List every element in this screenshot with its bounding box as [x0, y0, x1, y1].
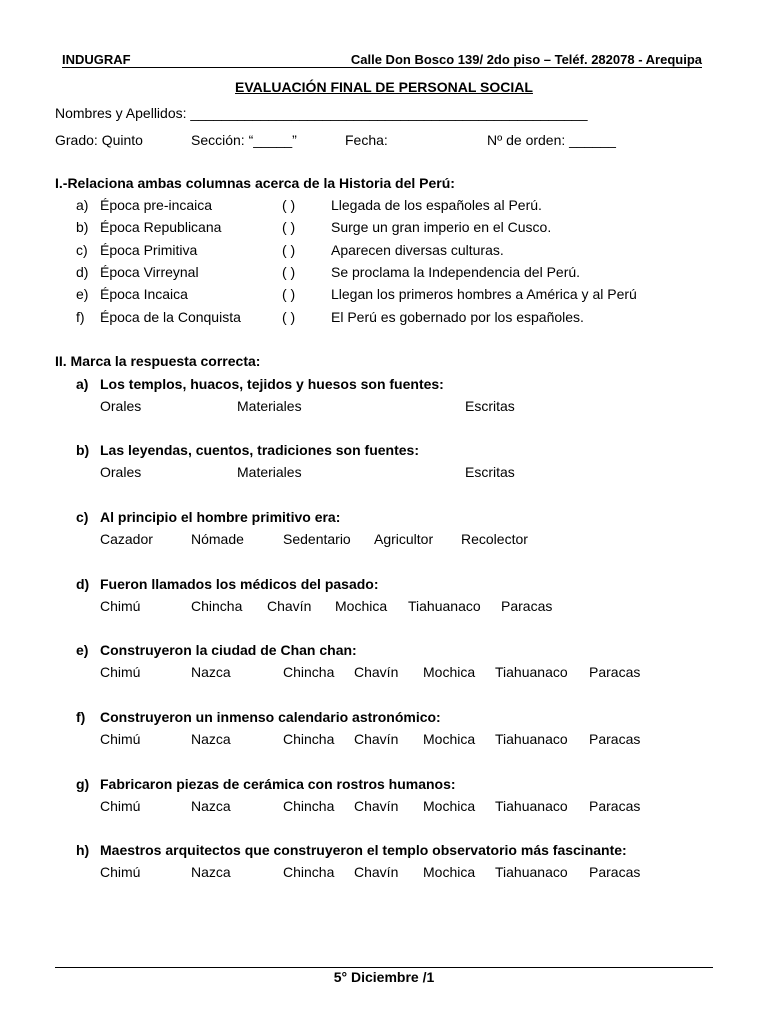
answer-option[interactable]: Tiahuanaco [495, 798, 568, 814]
answer-option[interactable]: Chavín [354, 731, 399, 747]
row-letter: e) [76, 286, 89, 303]
footer-text: 5° Diciembre /1 [333, 969, 435, 985]
answer-option[interactable]: Chimú [100, 864, 141, 880]
question-letter: h) [76, 842, 90, 858]
question-text: Las leyendas, cuentos, tradiciones son fuentes: [100, 442, 419, 458]
answer-option[interactable]: Tiahuanaco [495, 731, 568, 747]
row-right-item: Llegan los primeros hombres a América y al Perú [331, 286, 637, 303]
question-text: Fueron llamados los médicos del pasado: [100, 576, 379, 592]
answer-option[interactable]: Materiales [237, 464, 302, 480]
date-field: Fecha: [345, 132, 388, 148]
names-field: Nombres y Apellidos: ___________________________________________________ [55, 105, 588, 121]
answer-option[interactable]: Paracas [589, 664, 641, 680]
row-right-item: Aparecen diversas culturas. [331, 241, 504, 258]
question-text: Los templos, huacos, tejidos y huesos son fuentes: [100, 376, 444, 392]
answer-option[interactable]: Escritas [465, 464, 515, 480]
answer-option[interactable]: Sedentario [283, 531, 351, 547]
answer-option[interactable]: Chincha [283, 864, 335, 880]
answer-option[interactable]: Materiales [237, 398, 302, 414]
row-letter: a) [76, 197, 89, 213]
answer-option[interactable]: Recolector [461, 531, 528, 547]
section1-title: I.-Relaciona ambas columnas acerca de la Historia del Perú: [55, 175, 455, 191]
grade-field: Grado: Quinto [55, 132, 143, 148]
question-letter: c) [76, 509, 89, 525]
question-letter: b) [76, 442, 90, 458]
answer-option[interactable]: Agricultor [374, 531, 434, 547]
row-paren-blank[interactable]: ( ) [282, 197, 296, 213]
answer-option[interactable]: Chavín [354, 864, 399, 880]
section-field: Sección: “_____” [191, 132, 297, 148]
row-letter: d) [76, 263, 89, 280]
row-left-item: Época pre-incaica [100, 197, 213, 213]
header-rule [62, 67, 702, 68]
header-right: Calle Don Bosco 139/ 2do piso – Teléf. 282078 - Arequipa [350, 52, 702, 67]
answer-option[interactable]: Chavín [354, 798, 399, 814]
row-right-item: Llegada de los españoles al Perú. [331, 197, 542, 213]
row-paren-blank[interactable]: ( ) [282, 263, 296, 280]
order-field: Nº de orden: ______ [487, 132, 616, 148]
question-letter: g) [76, 776, 90, 792]
row-letter: c) [76, 241, 88, 258]
answer-option[interactable]: Paracas [589, 864, 641, 880]
row-right-item: El Perú es gobernado por los españoles. [331, 308, 584, 325]
row-paren-blank[interactable]: ( ) [282, 241, 296, 258]
answer-option[interactable]: Mochica [423, 864, 476, 880]
page-title: EVALUACIÓN FINAL DE PERSONAL SOCIAL [235, 79, 533, 95]
answer-option[interactable]: Mochica [335, 598, 388, 614]
row-paren-blank[interactable]: ( ) [282, 286, 296, 303]
answer-option[interactable]: Paracas [589, 731, 641, 747]
answer-option[interactable]: Chavín [267, 598, 312, 614]
question-letter: e) [76, 642, 89, 658]
answer-option[interactable]: Chimú [100, 598, 141, 614]
footer-rule [55, 967, 713, 968]
row-paren-blank[interactable]: ( ) [282, 308, 296, 325]
row-right-item: Se proclama la Independencia del Perú. [331, 263, 581, 280]
answer-option[interactable]: Mochica [423, 798, 476, 814]
question-text: Construyeron la ciudad de Chan chan: [100, 642, 357, 658]
row-left-item: Época de la Conquista [100, 308, 241, 325]
answer-option[interactable]: Paracas [501, 598, 553, 614]
answer-option[interactable]: Nazca [191, 798, 231, 814]
question-text: Al principio el hombre primitivo era: [100, 509, 341, 525]
answer-option[interactable]: Mochica [423, 664, 476, 680]
question-text: Construyeron un inmenso calendario astronómico: [100, 709, 441, 725]
row-left-item: Época Republicana [100, 219, 222, 236]
answer-option[interactable]: Tiahuanaco [495, 864, 568, 880]
row-left-item: Época Incaica [100, 286, 188, 303]
answer-option[interactable]: Orales [100, 398, 142, 414]
answer-option[interactable]: Nómade [191, 531, 244, 547]
answer-option[interactable]: Chimú [100, 798, 141, 814]
answer-option[interactable]: Mochica [423, 731, 476, 747]
row-left-item: Época Virreynal [100, 263, 199, 280]
answer-option[interactable]: Nazca [191, 731, 231, 747]
question-letter: d) [76, 576, 90, 592]
answer-option[interactable]: Chavín [354, 664, 399, 680]
answer-option[interactable]: Chincha [191, 598, 243, 614]
answer-option[interactable]: Chincha [283, 664, 335, 680]
row-letter: b) [76, 219, 89, 236]
answer-option[interactable]: Paracas [589, 798, 641, 814]
question-text: Maestros arquitectos que construyeron el templo observatorio más fascinante: [100, 842, 627, 858]
answer-option[interactable]: Tiahuanaco [408, 598, 481, 614]
question-letter: a) [76, 376, 89, 392]
answer-option[interactable]: Chimú [100, 664, 141, 680]
answer-option[interactable]: Chimú [100, 731, 141, 747]
answer-option[interactable]: Nazca [191, 664, 231, 680]
question-text: Fabricaron piezas de cerámica con rostros humanos: [100, 776, 456, 792]
header-left: INDUGRAF [62, 52, 131, 67]
question-letter: f) [76, 709, 86, 725]
row-paren-blank[interactable]: ( ) [282, 219, 296, 236]
answer-option[interactable]: Nazca [191, 864, 231, 880]
row-right-item: Surge un gran imperio en el Cusco. [331, 219, 552, 236]
answer-option[interactable]: Cazador [100, 531, 153, 547]
section2-title: II. Marca la respuesta correcta: [55, 353, 261, 369]
answer-option[interactable]: Chincha [283, 731, 335, 747]
row-letter: f) [76, 308, 85, 325]
answer-option[interactable]: Tiahuanaco [495, 664, 568, 680]
answer-option[interactable]: Escritas [465, 398, 515, 414]
answer-option[interactable]: Orales [100, 464, 142, 480]
answer-option[interactable]: Chincha [283, 798, 335, 814]
row-left-item: Época Primitiva [100, 241, 198, 258]
